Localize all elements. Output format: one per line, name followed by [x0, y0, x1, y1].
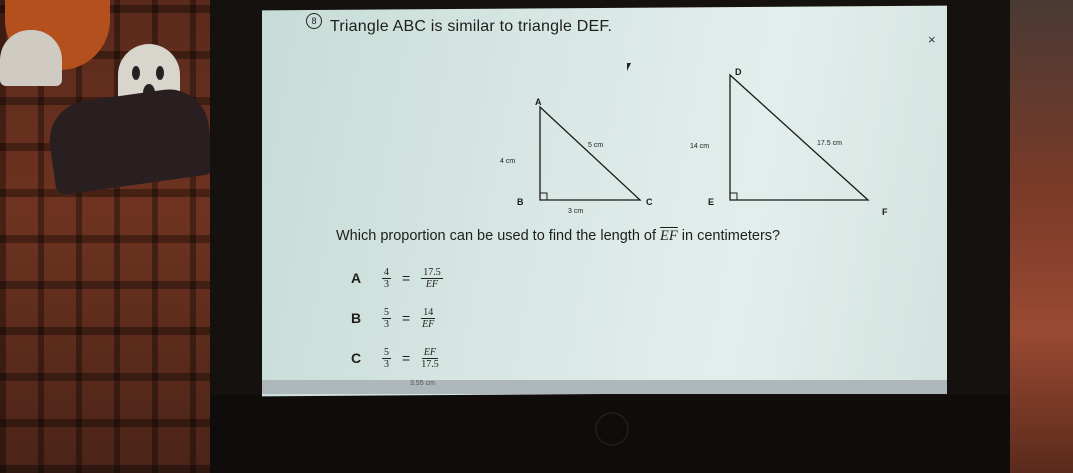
numerator: 17.5 [423, 266, 441, 278]
ghost-decoration-left [0, 30, 62, 86]
choice-letter: B [351, 310, 362, 326]
screen-bottom-strip [262, 380, 947, 394]
vertex-b-label: B [517, 197, 524, 207]
denominator: 3 [384, 318, 389, 330]
vertex-c-label: C [646, 197, 653, 207]
side-df-label: 17.5 cm [817, 140, 842, 147]
question-number: 8 [306, 13, 322, 29]
segment-ef: $\overline{EF}$ [660, 228, 678, 244]
vertex-e-label: E [708, 197, 715, 207]
right-angle-mark-e [730, 193, 737, 200]
vertex-d-label: D [735, 67, 742, 77]
equals-sign: = [402, 270, 411, 286]
footer-note: 3.55 cm [410, 380, 435, 387]
right-angle-mark-b [540, 193, 547, 200]
left-fraction [382, 267, 391, 290]
close-icon[interactable]: × [928, 32, 936, 47]
laptop-logo-icon [595, 412, 629, 446]
left-fraction [382, 347, 391, 370]
denominator: 3 [384, 278, 389, 290]
vertex-f-label: F [882, 207, 888, 217]
numerator: EF [423, 346, 437, 358]
denominator: EF [425, 278, 439, 290]
choice-letter: A [351, 270, 362, 286]
side-bc-label: 3 cm [568, 208, 584, 215]
side-de-label: 14 cm [690, 143, 710, 150]
numerator: 4 [384, 266, 389, 278]
prompt-text-before: Which proportion can be used to find the length of [336, 228, 661, 244]
denominator: 17.5 [421, 358, 439, 370]
ghost-eye-left [132, 66, 140, 80]
question-title: Triangle ABC is similar to triangle DEF. [330, 18, 613, 35]
ghost-eye-right [156, 66, 164, 80]
answer-choice-a[interactable] [351, 264, 446, 292]
side-ab-label: 4 cm [500, 158, 516, 165]
left-fraction [382, 307, 391, 330]
denominator: EF [422, 318, 435, 330]
side-ac-label: 5 cm [588, 142, 604, 149]
vertex-a-label: A [535, 97, 542, 107]
choice-letter: C [351, 350, 362, 366]
equals-sign: = [402, 350, 411, 366]
triangle-abc [540, 107, 640, 200]
numerator: 5 [384, 346, 389, 358]
numerator: 14 [423, 306, 434, 318]
right-fraction [421, 307, 435, 330]
equals-sign: = [402, 310, 411, 326]
numerator: 5 [384, 306, 389, 318]
answer-choice-c[interactable] [351, 344, 442, 372]
right-fraction [421, 267, 443, 290]
prompt-text-after: in centimeters? [677, 228, 781, 244]
background-right [1005, 0, 1073, 473]
answer-choice-b[interactable] [351, 304, 438, 332]
denominator: 3 [384, 358, 389, 370]
triangles-figure [490, 55, 910, 225]
question-prompt [336, 228, 780, 245]
triangle-def [730, 75, 868, 200]
right-fraction [421, 347, 439, 370]
